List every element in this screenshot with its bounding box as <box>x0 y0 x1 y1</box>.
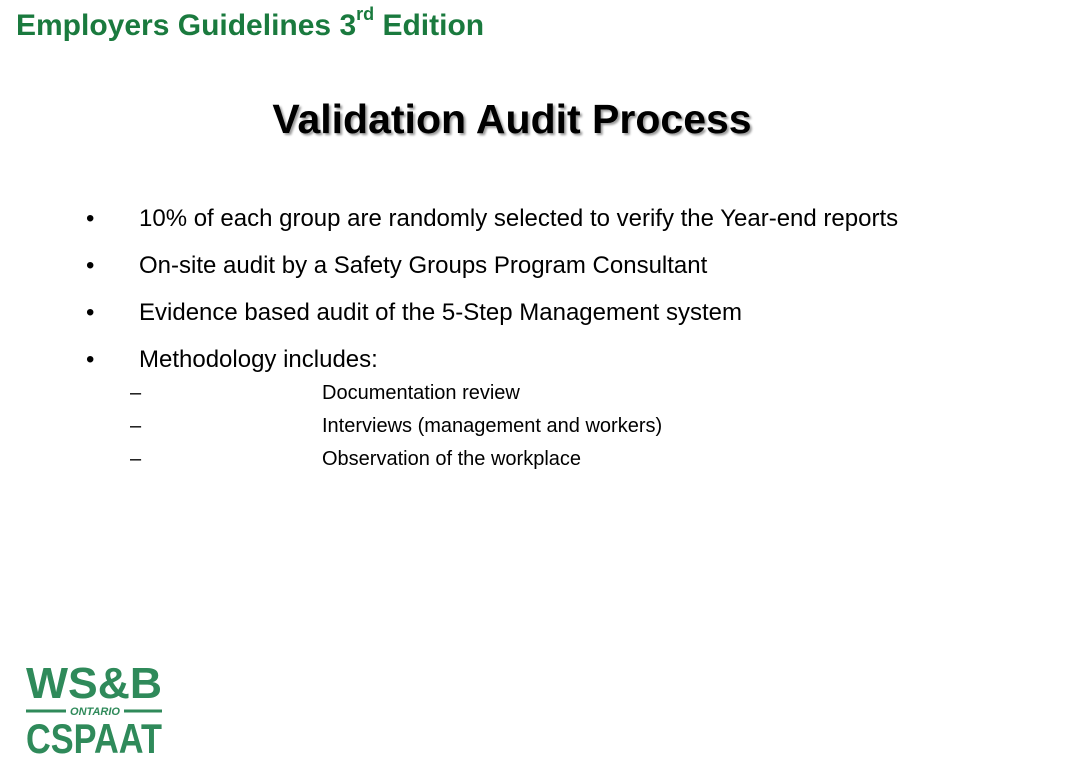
sub-bullet-item <box>0 445 1024 478</box>
bullet-text: Evidence based audit of the 5-Step Management system <box>139 299 743 326</box>
bullet-item <box>0 249 1024 283</box>
bullet-marker: • <box>86 346 95 373</box>
bullet-marker: • <box>86 205 95 232</box>
sub-bullet-marker: – <box>130 448 142 470</box>
bullet-text: 10% of each group are randomly selected to verify the Year-end reports <box>139 205 899 232</box>
edition-header <box>16 4 485 43</box>
bullet-list <box>0 202 1024 491</box>
bullet-marker: • <box>86 299 95 326</box>
bullet-text: On-site audit by a Safety Groups Program Consultant <box>139 252 708 279</box>
bullet-item <box>0 202 1024 236</box>
sub-bullet-item <box>0 412 1024 445</box>
wsib-logo-mark <box>24 658 164 762</box>
header-text: Employers Guidelines 3 <box>16 9 357 42</box>
svg-text:CSPAAT: CSPAAT <box>26 715 163 762</box>
bullet-item <box>0 296 1024 330</box>
sub-bullet-marker: – <box>130 415 142 437</box>
sub-bullet-text: Observation of the workplace <box>322 448 582 470</box>
header-text-suffix: Edition <box>374 9 485 42</box>
bullet-item <box>0 343 1024 478</box>
svg-text:ONTARIO: ONTARIO <box>70 706 120 718</box>
sub-bullet-marker: – <box>130 382 142 404</box>
sub-bullet-text: Documentation review <box>322 382 520 404</box>
wsib-logo <box>24 658 164 762</box>
sub-bullet-text: Interviews (management and workers) <box>322 415 663 437</box>
svg-text:WS&B: WS&B <box>26 659 162 708</box>
bullet-marker: • <box>86 252 95 279</box>
sub-bullet-item <box>0 379 1024 412</box>
sub-bullet-list <box>0 379 1024 478</box>
bullet-text: Methodology includes: <box>139 346 378 373</box>
slide-title: Validation Audit Process <box>272 96 752 142</box>
header-superscript: rd <box>356 4 375 24</box>
